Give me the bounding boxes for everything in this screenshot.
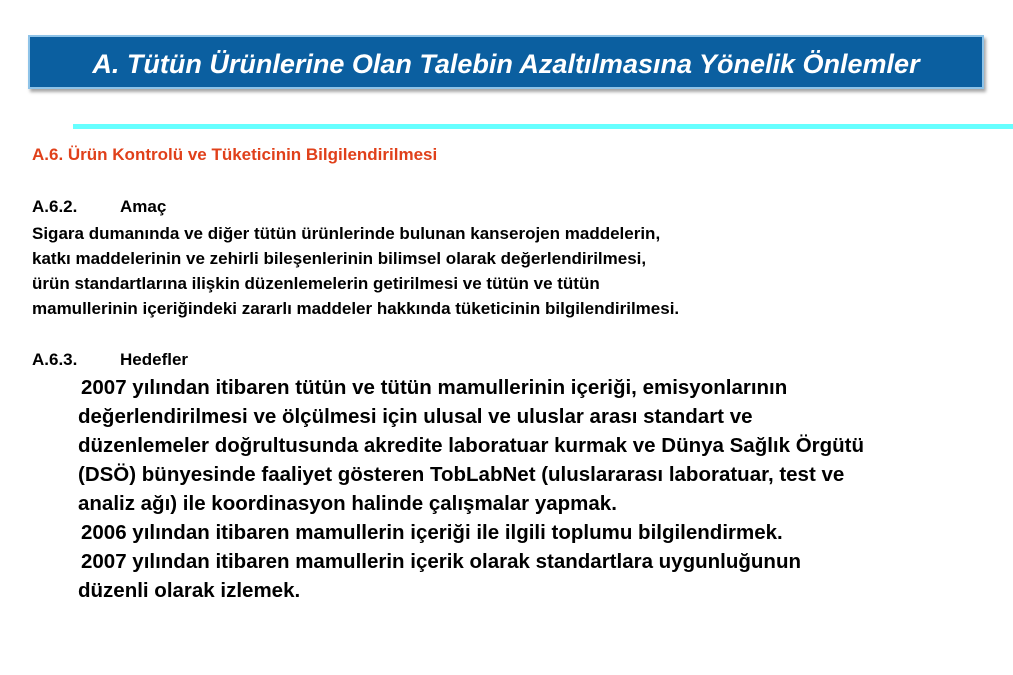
targets-list <box>78 373 864 605</box>
targets-number: A.6.3. <box>32 350 78 369</box>
goal-heading <box>32 197 166 217</box>
slide-title: A. Tütün Ürünlerine Olan Talebin Azaltılmasına Yönelik Önlemler <box>92 48 920 79</box>
target-line: analiz ağı) ile koordinasyon halinde çalışmalar yapmak. <box>78 492 617 515</box>
target-line: değerlendirilmesi ve ölçülmesi için ulusal ve uluslar arası standart ve <box>78 405 753 428</box>
target-item <box>78 518 864 547</box>
target-line: (DSÖ) bünyesinde faaliyet gösteren TobLabNet (uluslararası laboratuar, test ve <box>78 463 845 486</box>
goal-paragraph <box>32 221 679 321</box>
section-heading: A.6. Ürün Kontrolü ve Tüketicinin Bilgilendirilmesi <box>32 145 438 164</box>
goal-label: Amaç <box>120 197 167 216</box>
target-line: düzenli olarak izlemek. <box>78 579 301 602</box>
target-line: düzenlemeler doğrultusunda akredite laboratuar kurmak ve Dünya Sağlık Örgütü <box>78 434 865 457</box>
title-banner <box>28 35 984 89</box>
target-item <box>78 547 864 605</box>
goal-line: Sigara dumanında ve diğer tütün ürünlerinde bulunan kanserojen maddelerin, <box>32 224 661 243</box>
divider-rule <box>73 124 1013 129</box>
goal-line: katkı maddelerinin ve zehirli bileşenlerinin bilimsel olarak değerlendirilmesi, <box>32 249 647 268</box>
target-item <box>78 373 864 518</box>
targets-heading <box>32 350 188 370</box>
goal-number: A.6.2. <box>32 197 78 216</box>
target-line: 2007 yılından itibaren mamullerin içerik olarak standartlara uygunluğunun <box>81 550 801 573</box>
goal-line: ürün standartlarına ilişkin düzenlemelerin getirilmesi ve tütün ve tütün <box>32 274 600 293</box>
goal-line: mamullerinin içeriğindeki zararlı maddeler hakkında tüketicinin bilgilendirilmesi. <box>32 299 680 318</box>
targets-label: Hedefler <box>120 350 189 369</box>
target-line: 2007 yılından itibaren tütün ve tütün mamullerinin içeriği, emisyonlarının <box>81 376 788 399</box>
target-line: 2006 yılından itibaren mamullerin içeriği ile ilgili toplumu bilgilendirmek. <box>81 521 783 544</box>
